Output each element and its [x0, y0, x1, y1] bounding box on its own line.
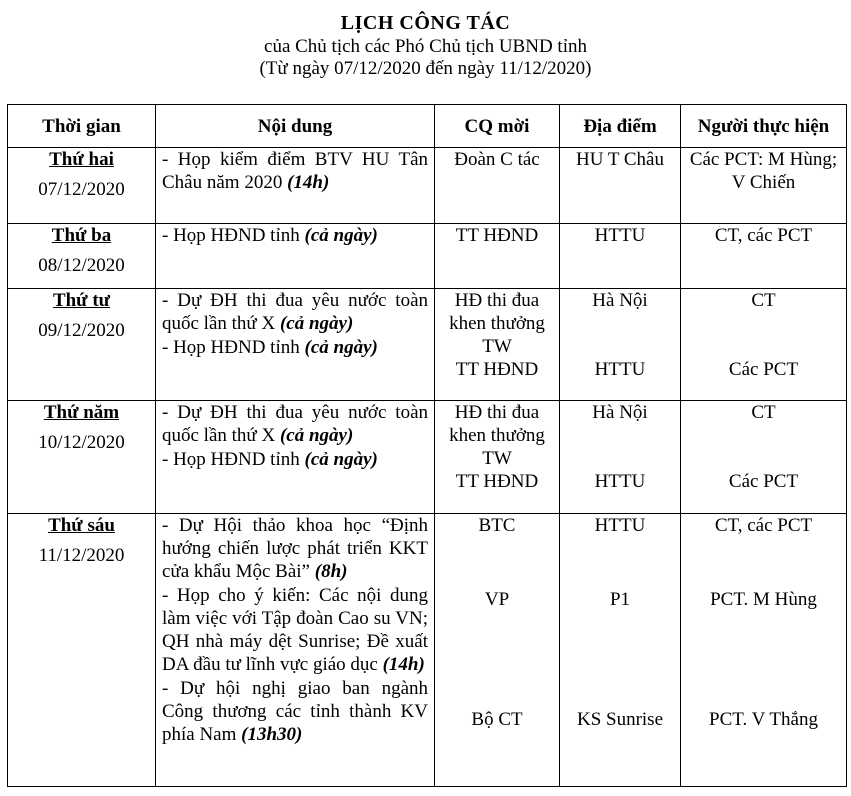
date-label: 10/12/2020	[38, 432, 125, 453]
day-label: Thứ sáu	[48, 515, 115, 536]
document-subtitle: của Chủ tịch các Phó Chủ tịch UBND tỉnh	[264, 36, 587, 57]
location: Hà Nội	[592, 290, 648, 311]
date-label: 09/12/2020	[38, 320, 125, 341]
content-item: - Dự ĐH thi đua yêu nước toàn quốc lần thứ X (cả ngày)	[162, 290, 428, 334]
col-header-content: Nội dung	[156, 105, 435, 148]
time-cell	[8, 289, 156, 401]
inviting-agency: TT HĐND	[455, 359, 539, 380]
location: KS Sunrise	[576, 709, 664, 730]
time-cell	[8, 401, 156, 514]
location-cell	[560, 401, 681, 514]
content-item: - Họp HĐND tỉnh (cả ngày)	[162, 449, 378, 470]
inviting-agency-cell	[435, 289, 560, 401]
document-title: LỊCH CÔNG TÁC	[340, 12, 511, 34]
performer: PCT. M Hùng	[710, 589, 817, 610]
date-label: 07/12/2020	[38, 179, 125, 200]
col-header-location: Địa điểm	[560, 105, 681, 148]
time-note: (8h)	[314, 561, 348, 582]
performer: CT, các PCT	[714, 515, 813, 536]
inviting-agency: HĐ thi đua khen thưởng TW	[449, 290, 545, 357]
content-item: - Dự Hội thảo khoa học “Định hướng chiến lược phát triển KKT cửa khẩu Mộc Bài” (8h)	[162, 515, 428, 582]
performer-cell: CT, các PCT	[681, 224, 847, 289]
time-note: (cả ngày)	[304, 337, 378, 358]
inviting-agency: BTC	[478, 515, 516, 536]
location-cell	[560, 514, 681, 787]
location: P1	[609, 589, 631, 610]
time-cell	[8, 224, 156, 289]
day-label: Thứ năm	[43, 402, 120, 423]
table-header-row	[8, 105, 847, 148]
col-header-performer: Người thực hiện	[681, 105, 847, 148]
content-item: - Họp cho ý kiến: Các nội dung làm việc với Tập đoàn Cao su VN; QH nhà máy dệt Sunrise; Đề xuất DA đầu tư lĩnh vực giáo dục (14h)	[162, 585, 428, 675]
col-header-inviting-agency: CQ mời	[435, 105, 560, 148]
table-row	[8, 514, 847, 787]
inviting-agency-cell: Đoàn C tác	[435, 148, 560, 224]
table-row	[8, 289, 847, 401]
location-cell: HTTU	[560, 224, 681, 289]
location-cell: HU T Châu	[560, 148, 681, 224]
time-cell	[8, 514, 156, 787]
time-note: (cả ngày)	[304, 225, 378, 246]
location: Hà Nội	[592, 402, 648, 423]
time-note: (13h30)	[241, 724, 303, 745]
day-label: Thứ ba	[51, 225, 112, 246]
table-row	[8, 224, 847, 289]
content-cell	[156, 514, 435, 787]
location: HTTU	[594, 359, 646, 380]
performer-cell	[681, 289, 847, 401]
performer-cell	[681, 514, 847, 787]
time-note: (cả ngày)	[279, 425, 354, 446]
time-note: (14h)	[287, 172, 330, 193]
content-cell	[156, 289, 435, 401]
date-label: 11/12/2020	[38, 545, 125, 566]
inviting-agency: TT HĐND	[455, 471, 539, 492]
table-row	[8, 401, 847, 514]
day-label: Thứ hai	[49, 149, 114, 170]
inviting-agency-cell	[435, 514, 560, 787]
document-date-range: (Từ ngày 07/12/2020 đến ngày 11/12/2020)	[259, 58, 592, 79]
content-item: - Họp HĐND tỉnh (cả ngày)	[162, 225, 378, 246]
location-cell	[560, 289, 681, 401]
content-cell	[156, 401, 435, 514]
performer: Các PCT	[728, 471, 799, 492]
performer-cell	[681, 401, 847, 514]
content-item: - Dự hội nghị giao ban ngành Công thương các tỉnh thành KV phía Nam (13h30)	[162, 678, 428, 745]
time-note: (cả ngày)	[304, 449, 378, 470]
time-cell	[8, 148, 156, 224]
table-row	[8, 148, 847, 224]
content-cell	[156, 148, 435, 224]
content-item: - Họp kiểm điểm BTV HU Tân Châu năm 2020 (14h)	[162, 149, 428, 193]
content-cell	[156, 224, 435, 289]
performer: CT	[751, 402, 776, 423]
inviting-agency-cell	[435, 401, 560, 514]
inviting-agency-cell: TT HĐND	[435, 224, 560, 289]
performer: Các PCT	[728, 359, 799, 380]
content-item: - Dự ĐH thi đua yêu nước toàn quốc lần thứ X (cả ngày)	[162, 402, 428, 446]
performer: PCT. V Thắng	[709, 709, 818, 730]
performer-cell: Các PCT: M Hùng; V Chiến	[681, 148, 847, 224]
date-label: 08/12/2020	[38, 255, 125, 276]
time-note: (cả ngày)	[279, 313, 354, 334]
location: HTTU	[594, 471, 646, 492]
time-note: (14h)	[382, 654, 425, 675]
inviting-agency: Bộ CT	[471, 709, 523, 730]
inviting-agency: VP	[484, 589, 510, 610]
inviting-agency: HĐ thi đua khen thưởng TW	[449, 402, 545, 469]
schedule-table	[7, 104, 847, 787]
location: HTTU	[594, 515, 646, 536]
day-label: Thứ tư	[52, 290, 111, 311]
document-header	[0, 0, 851, 80]
content-item: - Họp HĐND tỉnh (cả ngày)	[162, 337, 378, 358]
performer: CT	[751, 290, 776, 311]
col-header-time: Thời gian	[8, 105, 156, 148]
